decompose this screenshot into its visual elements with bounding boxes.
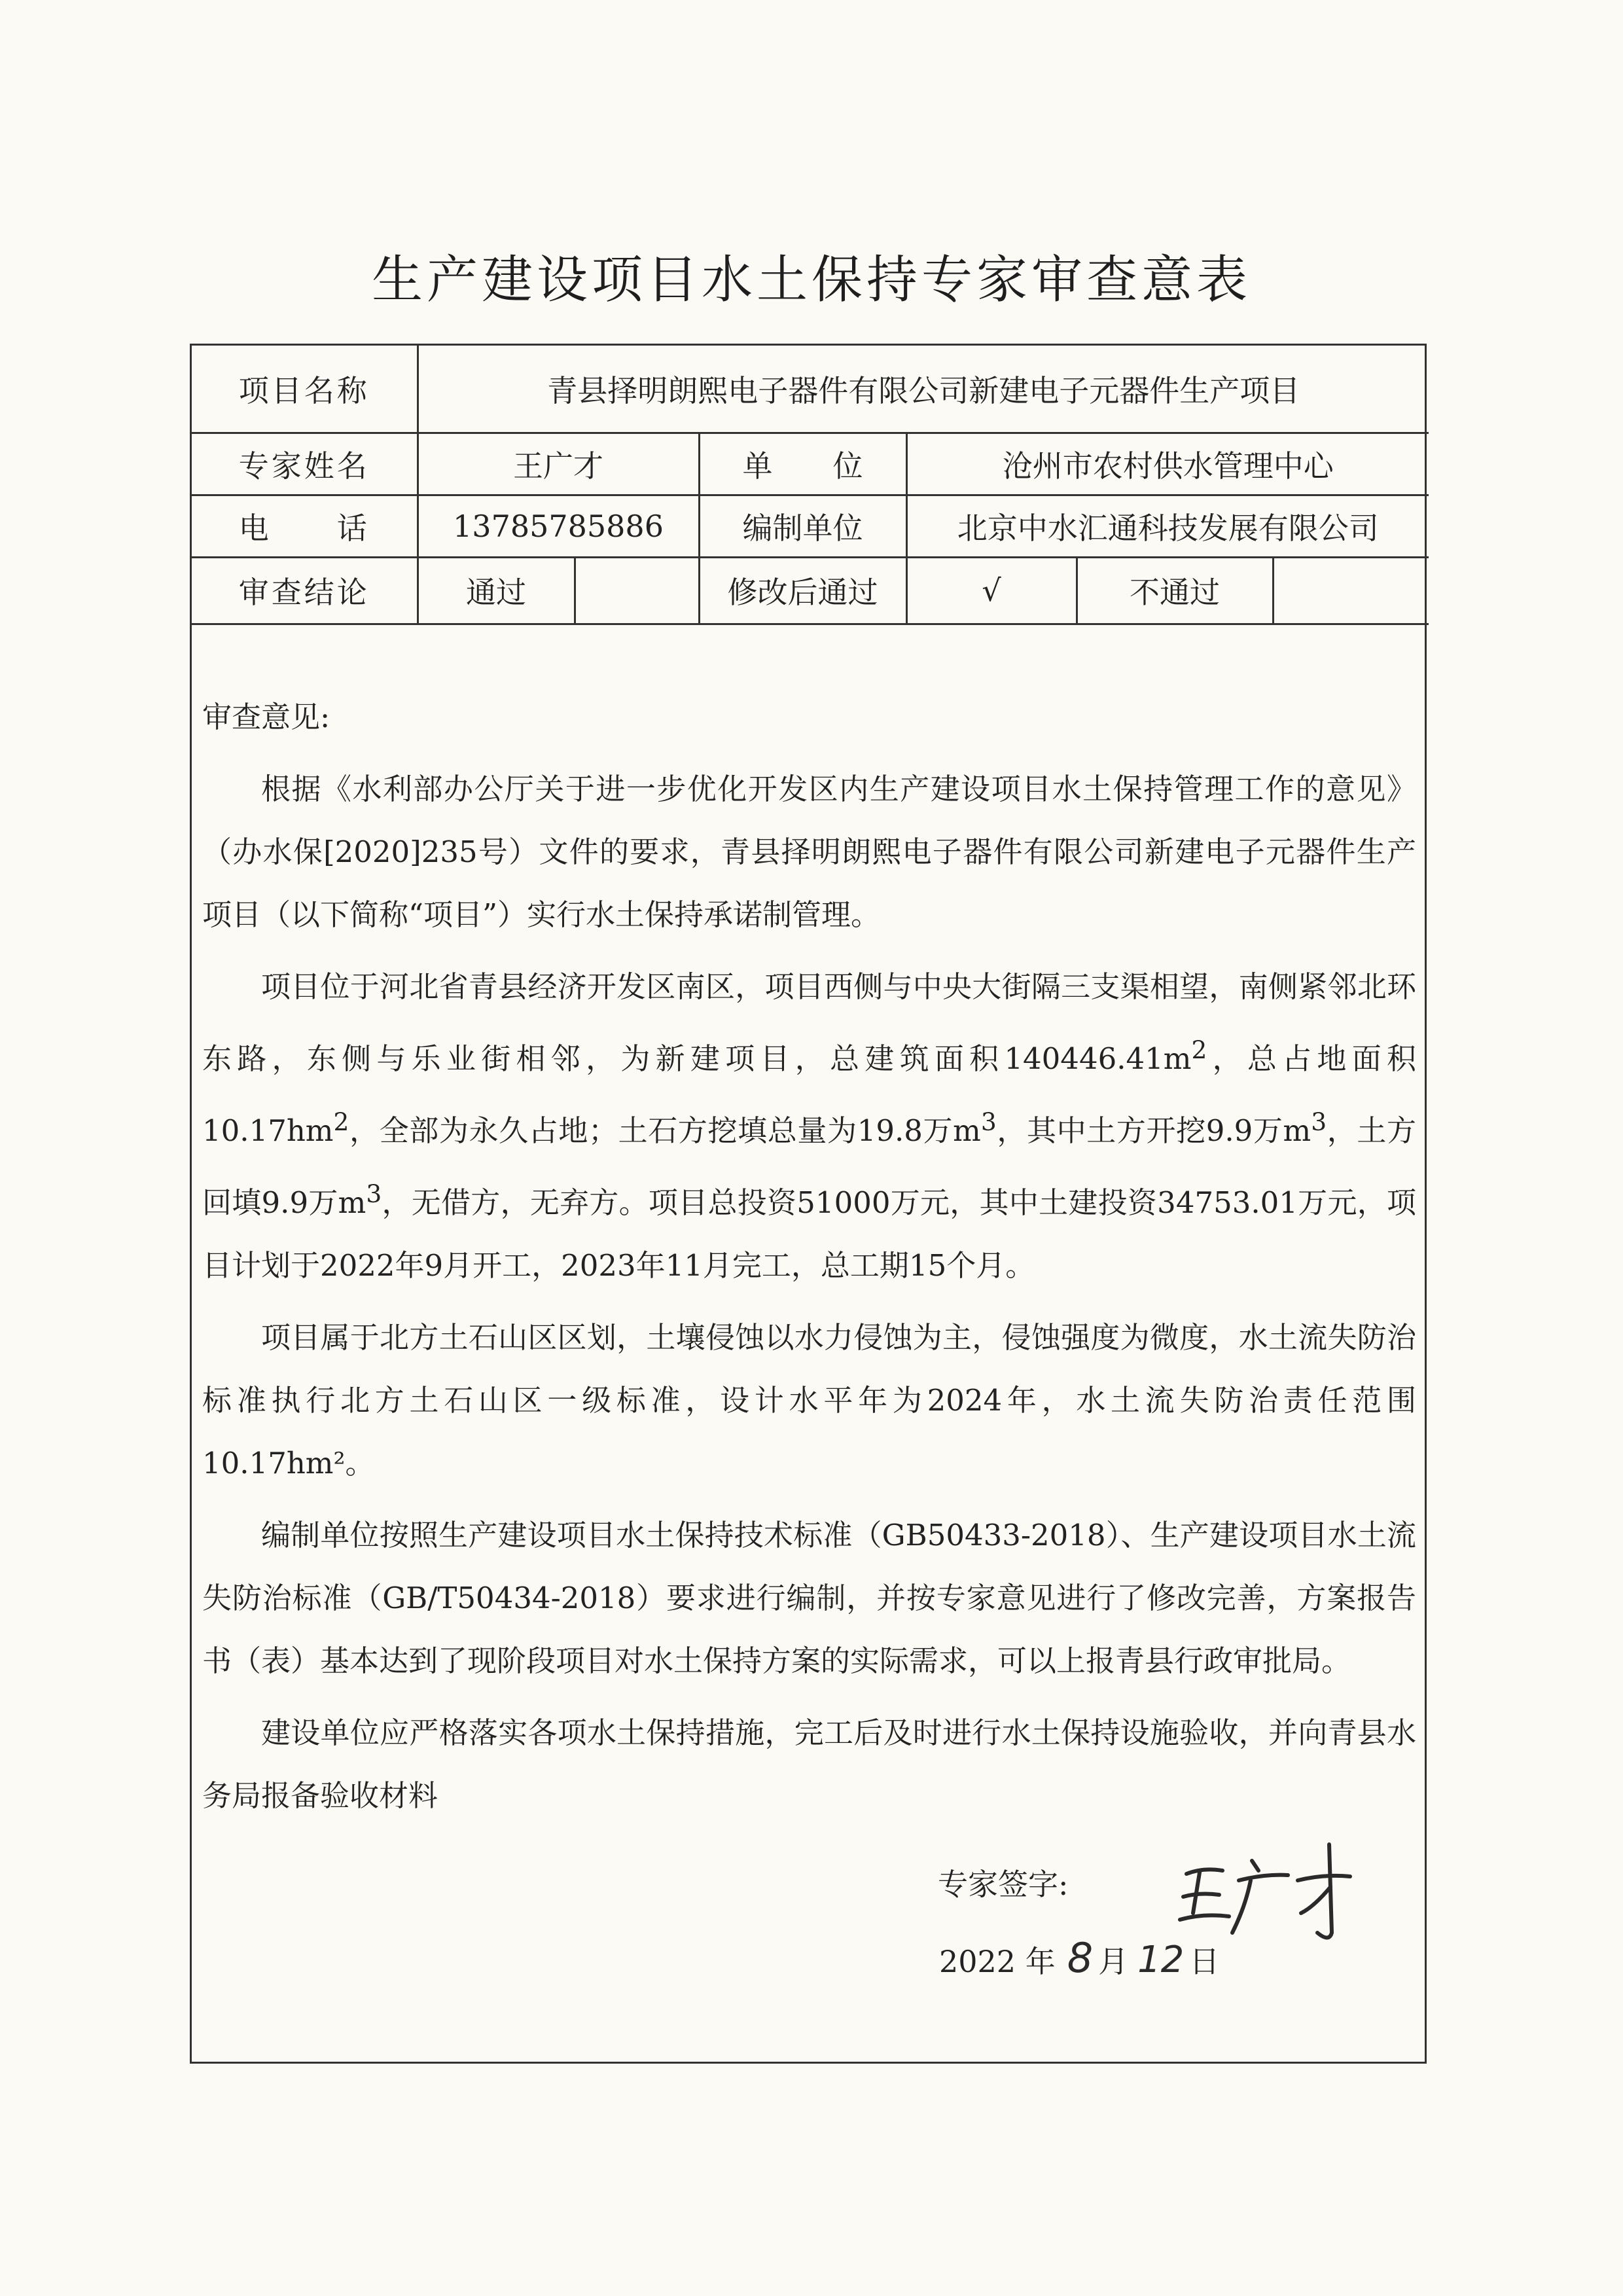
project-name-value: 青县择明朗熙电子器件有限公司新建电子元器件生产项目 (418, 346, 1429, 433)
header-table (192, 346, 1429, 625)
project-name-label: 项目名称 (192, 346, 418, 433)
document-title: 生产建设项目水土保持专家审查意表 (371, 251, 1251, 310)
opinion-paragraph-4: 编制单位按照生产建设项目水土保持技术标准（GB50433-2018）、生产建设项目水土流失防治标准（GB/T50434-2018）要求进行编制，并按专家意见进行了修改完善，方案报告书（表）基本达到了现阶段项目对水土保持方案的实际需求，可以上报青县行政审批局。 (202, 1518, 1416, 1678)
fail-checkbox (1273, 557, 1429, 624)
opinion-heading: 审查意见: (202, 700, 330, 734)
expert-signature (1173, 1835, 1370, 1946)
phone-label: 电 话 (192, 495, 418, 557)
opinion-paragraph-5: 建设单位应严格落实各项水土保持措施，完工后及时进行水土保持设施验收，并向青县水务局报备验收材料 (202, 1715, 1416, 1813)
pass-checkbox (575, 557, 699, 624)
opinion-section (202, 686, 1416, 1827)
opinion-paragraph-2: 项目位于河北省青县经济开发区南区，项目西侧与中央大街隔三支渠相望，南侧紧邻北环东路，东侧与乐业街相邻，为新建项目，总建筑面积$140446.41m^2$，总占地面积$10.17hm^2$，全部为永久占地；土石方挖填总量为19.8万$m^3$，其中土方开挖9.9万$m^3$，土方回填9.9万$m^3$，无借方，无弃方。项目总投资51000万元，其中土建投资34753.01万元，项目计划于2022年9月开工，2023年11月完工，总工期15个月。 (202, 969, 1416, 1283)
pass-label: 通过 (418, 557, 575, 624)
pass-after-revision-label: 修改后通过 (699, 557, 906, 624)
compiler-value: 北京中水汇通科技发展有限公司 (906, 495, 1429, 557)
opinion-paragraph-1: 根据《水利部办公厅关于进一步优化开发区内生产建设项目水土保持管理工作的意见》（办水保[2020]235号）文件的要求，青县择明朗熙电子器件有限公司新建电子元器件生产项目（以下简称“项目”）实行水土保持承诺制管理。 (202, 772, 1416, 932)
conclusion-label: 审查结论 (192, 557, 418, 624)
fail-label: 不通过 (1077, 557, 1273, 624)
date-month: 8 (1067, 1934, 1094, 1982)
unit-label: 单 位 (699, 433, 906, 495)
opinion-paragraph-3: 项目属于北方土石山区区划，土壤侵蚀以水力侵蚀为主，侵蚀强度为微度，水土流失防治标准执行北方土石山区一级标准，设计水平年为2024年，水土流失防治责任范围10.17hm²。 (202, 1320, 1416, 1480)
date-day: 12 (1137, 1939, 1185, 1981)
unit-value: 沧州市农村供水管理中心 (906, 433, 1429, 495)
compiler-label: 编制单位 (699, 495, 906, 557)
date-year: 2022 (939, 1944, 1016, 1979)
phone-value: 13785785886 (418, 495, 699, 557)
signature-label: 专家签字: (938, 1867, 1069, 1902)
signature-date: 2022 年 8 月 12 日 (939, 1934, 1220, 1982)
expert-name-label: 专家姓名 (192, 433, 418, 495)
pass-after-revision-checkbox: √ (906, 557, 1077, 624)
expert-name-value: 王广才 (418, 433, 699, 495)
review-form (190, 344, 1427, 2064)
